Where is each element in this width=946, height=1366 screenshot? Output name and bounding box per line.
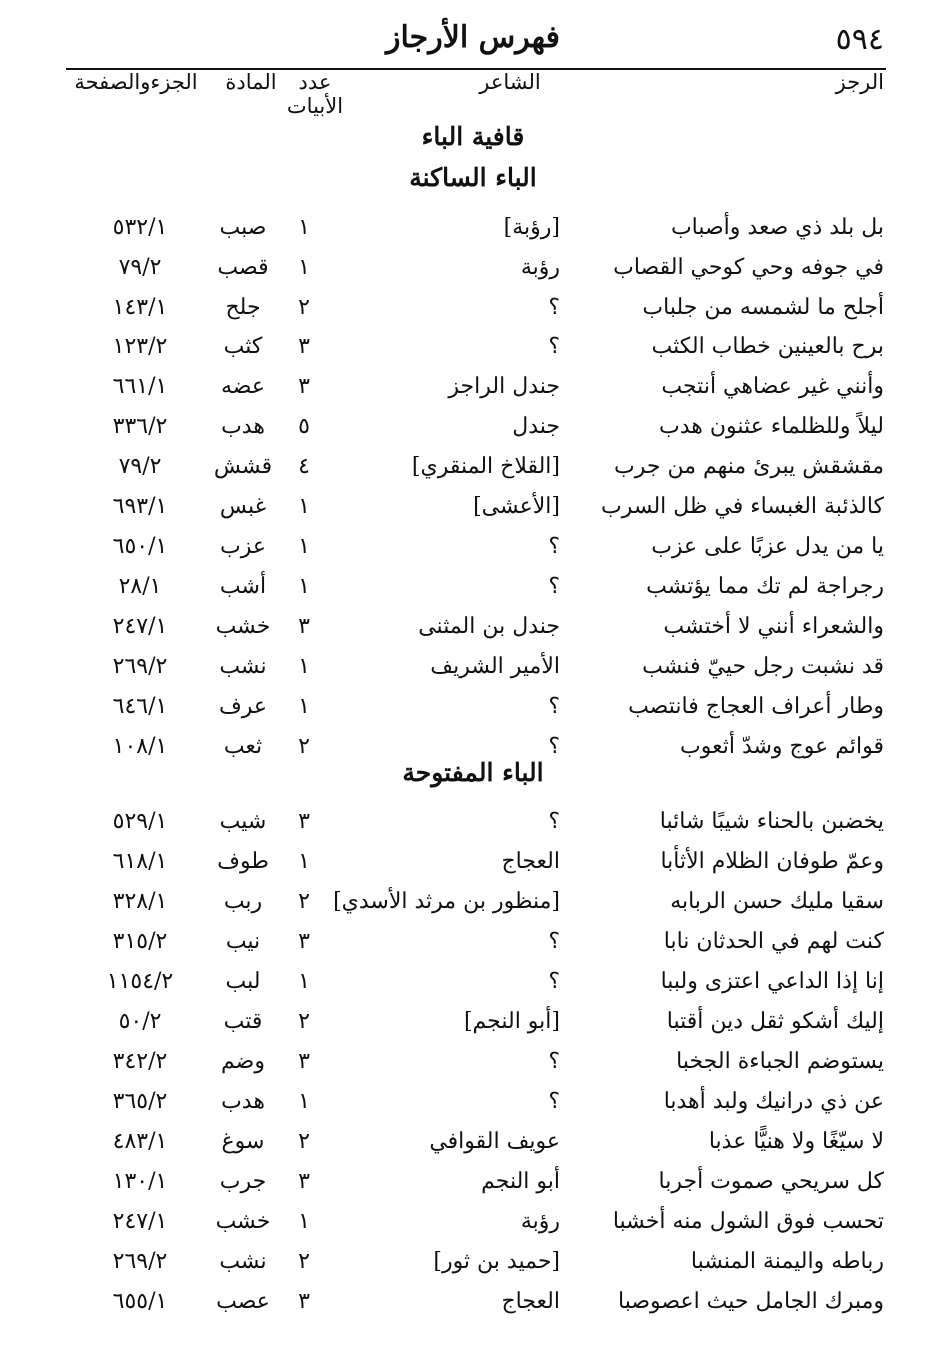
row-reference: ٥٢٩/١: [112, 809, 168, 834]
table-row: [0, 1042, 946, 1082]
row-poet: العجاج: [501, 1289, 560, 1314]
row-verse: كالذئبة الغبساء في ظل السرب: [600, 494, 884, 519]
table-row: [0, 607, 946, 647]
row-poet: رؤبة: [520, 1209, 560, 1234]
row-reference: ٢٨/١: [118, 574, 162, 599]
row-count: ١: [298, 574, 310, 599]
row-verse: إليك أشكو ثقل دين أقتبا: [666, 1009, 884, 1034]
table-row: [0, 1282, 946, 1322]
page-number: ٥٩٤: [835, 22, 884, 57]
row-verse: بل بلد ذي صعد وأصباب: [670, 215, 884, 240]
row-verse: سقيا مليك حسن الربابه: [670, 889, 884, 914]
row-count: ١: [298, 654, 310, 679]
row-verse: قد نشبت رجل حييّ فنشب: [642, 654, 884, 679]
row-poet: ؟: [548, 1089, 560, 1114]
row-poet: جندل بن المثنى: [418, 614, 560, 639]
row-root: صبب: [219, 215, 267, 240]
row-root: هدب: [221, 414, 265, 439]
row-root: قتب: [223, 1009, 263, 1034]
row-count: ٢: [298, 1009, 310, 1034]
row-poet: ؟: [548, 969, 560, 994]
table-row: [0, 687, 946, 727]
row-root: قشش: [213, 454, 273, 479]
table-row: [0, 208, 946, 248]
row-reference: ٣٤٢/٢: [112, 1049, 168, 1074]
row-count: ١: [298, 494, 310, 519]
row-poet: [حميد بن ثور]: [433, 1249, 560, 1274]
table-row: [0, 288, 946, 328]
row-poet: الأمير الشريف: [430, 654, 560, 679]
row-root: سوغ: [221, 1129, 265, 1154]
row-verse: وأنني غير عضاهي أنتجب: [661, 374, 884, 399]
row-root: خشب: [215, 614, 271, 639]
row-reference: ٦٤٦/١: [112, 694, 168, 719]
row-poet: عويف القوافي: [429, 1129, 560, 1154]
row-count: ٢: [298, 734, 310, 759]
row-reference: ٧٩/٢: [118, 255, 162, 280]
row-count: ٣: [298, 1169, 310, 1194]
row-reference: ٢٤٧/١: [112, 614, 168, 639]
row-root: هدب: [221, 1089, 265, 1114]
row-verse: يستوضم الجباءة الجخبا: [676, 1049, 884, 1074]
row-root: خشب: [215, 1209, 271, 1234]
row-root: نيب: [225, 929, 261, 954]
row-poet: ؟: [548, 734, 560, 759]
row-verse: يا من يدل عزبًا على عزب: [651, 534, 884, 559]
row-verse: في جوفه وحي كوحي القصاب: [613, 255, 884, 280]
column-header-reference: الجزءوالصفحة: [74, 70, 198, 94]
row-poet: ؟: [548, 534, 560, 559]
row-count: ٢: [298, 1249, 310, 1274]
row-poet: [منظور بن مرثد الأسدي]: [333, 889, 560, 914]
table-row: [0, 802, 946, 842]
row-root: لبب: [225, 969, 261, 994]
table-row: [0, 727, 946, 767]
row-root: جلح: [225, 295, 261, 320]
row-count: ٤: [298, 454, 310, 479]
column-header-verse: الرجز: [835, 70, 884, 94]
row-verse: مقشقش يبرئ منهم من جرب: [614, 454, 884, 479]
row-root: ربب: [223, 889, 263, 914]
row-root: شيب: [219, 809, 267, 834]
table-row: [0, 1002, 946, 1042]
row-reference: ٧٩/٢: [118, 454, 162, 479]
row-verse: رباطه واليمنة المنشبا: [690, 1249, 884, 1274]
row-verse: لا سيّغًا ولا هنيًّا عذبا: [708, 1129, 884, 1154]
row-verse: والشعراء أنني لا أختشب: [663, 614, 884, 639]
row-count: ٥: [298, 414, 310, 439]
row-count: ٣: [298, 929, 310, 954]
row-poet: العجاج: [501, 849, 560, 874]
table-row: [0, 407, 946, 447]
table-row: [0, 447, 946, 487]
table-row: [0, 882, 946, 922]
row-poet: رؤبة: [520, 255, 560, 280]
row-count: ٣: [298, 1049, 310, 1074]
section-title-maftuha: الباء المفتوحة: [402, 758, 544, 787]
row-reference: ٦١٨/١: [112, 849, 168, 874]
table-row: [0, 842, 946, 882]
row-root: غبس: [219, 494, 267, 519]
row-root: طوف: [217, 849, 269, 874]
row-count: ٢: [298, 889, 310, 914]
row-verse: وطار أعراف العجاج فانتصب: [628, 694, 884, 719]
table-row: [0, 1122, 946, 1162]
row-verse: رجراجة لم تك مما يؤتشب: [646, 574, 884, 599]
row-verse: يخضبن بالحناء شيبًا شائبا: [659, 809, 884, 834]
row-count: ١: [298, 694, 310, 719]
table-row: [0, 922, 946, 962]
row-verse: كل سريحي صموت أجربا: [658, 1169, 884, 1194]
row-reference: ٣٢٨/١: [112, 889, 168, 914]
column-header-count-line2: الأبيات: [286, 94, 344, 118]
row-reference: ١٤٣/١: [112, 295, 168, 320]
row-count: ١: [298, 1089, 310, 1114]
row-poet: ؟: [548, 295, 560, 320]
row-verse: وعمّ طوفان الظلام الأثأبا: [660, 849, 884, 874]
row-count: ١: [298, 215, 310, 240]
row-verse: عن ذي درانيك ولبد أهدبا: [663, 1089, 884, 1114]
table-row: [0, 567, 946, 607]
row-verse: أجلح ما لشمسه من جلباب: [642, 295, 884, 320]
row-reference: ٥٠/٢: [118, 1009, 162, 1034]
table-row: [0, 327, 946, 367]
row-poet: ؟: [548, 929, 560, 954]
row-verse: تحسب فوق الشول منه أخشبا: [612, 1209, 884, 1234]
table-row: [0, 1242, 946, 1282]
row-poet: [الأعشى]: [473, 494, 560, 519]
table-row: [0, 962, 946, 1002]
table-row: [0, 487, 946, 527]
row-count: ٣: [298, 334, 310, 359]
row-root: جرب: [219, 1169, 267, 1194]
row-count: ١: [298, 255, 310, 280]
row-reference: ٤٨٣/١: [112, 1129, 168, 1154]
column-header-poet: الشاعر: [479, 70, 541, 94]
row-reference: ٦٩٣/١: [112, 494, 168, 519]
row-count: ٢: [298, 295, 310, 320]
row-poet: ؟: [548, 694, 560, 719]
table-row: [0, 367, 946, 407]
row-root: عزب: [220, 534, 266, 559]
row-poet: جندل: [512, 414, 560, 439]
row-poet: [أبو النجم]: [463, 1009, 560, 1034]
row-poet: أبو النجم: [481, 1169, 560, 1194]
row-root: ثعب: [223, 734, 263, 759]
row-reference: ٦٥٠/١: [112, 534, 168, 559]
row-verse: ومبرك الجامل حيث اعصوصبا: [617, 1289, 884, 1314]
row-count: ٢: [298, 1129, 310, 1154]
row-count: ١: [298, 534, 310, 559]
table-row: [0, 527, 946, 567]
row-root: نشب: [219, 1249, 267, 1274]
row-root: عضه: [221, 374, 265, 399]
row-reference: ١١٥٤/٢: [106, 969, 174, 994]
row-reference: ٦٦١/١: [112, 374, 168, 399]
row-count: ٣: [298, 614, 310, 639]
row-root: كثب: [223, 334, 263, 359]
row-count: ١: [298, 969, 310, 994]
row-root: وضم: [221, 1049, 265, 1074]
row-poet: ؟: [548, 574, 560, 599]
row-poet: جندل الراجز: [448, 374, 560, 399]
row-verse: ليلاً وللظلماء عثنون هدب: [659, 414, 884, 439]
row-reference: ٢٦٩/٢: [112, 1249, 168, 1274]
column-header-root: المادة: [225, 70, 277, 94]
row-root: نشب: [219, 654, 267, 679]
row-poet: ؟: [548, 334, 560, 359]
page-title: فهرس الأرجاز: [386, 20, 560, 55]
row-count: ١: [298, 849, 310, 874]
row-reference: ٣١٥/٢: [112, 929, 168, 954]
row-poet: [رؤبة]: [503, 215, 560, 240]
row-root: قصب: [217, 255, 269, 280]
row-poet: ؟: [548, 809, 560, 834]
row-count: ١: [298, 1209, 310, 1234]
row-reference: ٣٣٦/٢: [112, 414, 168, 439]
row-reference: ٢٤٧/١: [112, 1209, 168, 1234]
row-reference: ١٣٠/١: [112, 1169, 168, 1194]
table-row: [0, 1202, 946, 1242]
section-title-sakina: الباء الساكنة: [409, 163, 537, 192]
row-verse: قوائم عوج وشدّ أثعوب: [680, 734, 884, 759]
row-root: أشب: [219, 574, 267, 599]
row-reference: ٦٥٥/١: [112, 1289, 168, 1314]
row-reference: ٣٦٥/٢: [112, 1089, 168, 1114]
row-poet: [القلاخ المنقري]: [411, 454, 560, 479]
section-title-main: قافية الباء: [421, 122, 525, 151]
row-verse: برح بالعينين خطاب الكثب: [651, 334, 884, 359]
row-reference: ١٠٨/١: [112, 734, 168, 759]
row-reference: ٢٦٩/٢: [112, 654, 168, 679]
table-row: [0, 1082, 946, 1122]
row-verse: كنت لهم في الحدثان نابا: [663, 929, 884, 954]
row-poet: ؟: [548, 1049, 560, 1074]
row-count: ٣: [298, 1289, 310, 1314]
table-row: [0, 647, 946, 687]
table-row: [0, 248, 946, 288]
row-count: ٣: [298, 809, 310, 834]
row-reference: ٥٣٢/١: [112, 215, 168, 240]
column-header-count-line1: عدد: [298, 70, 332, 94]
row-verse: إنا إذا الداعي اعتزى ولببا: [660, 969, 884, 994]
row-root: عرف: [218, 694, 268, 719]
row-count: ٣: [298, 374, 310, 399]
row-root: عصب: [216, 1289, 270, 1314]
row-reference: ١٢٣/٢: [112, 334, 168, 359]
table-row: [0, 1162, 946, 1202]
